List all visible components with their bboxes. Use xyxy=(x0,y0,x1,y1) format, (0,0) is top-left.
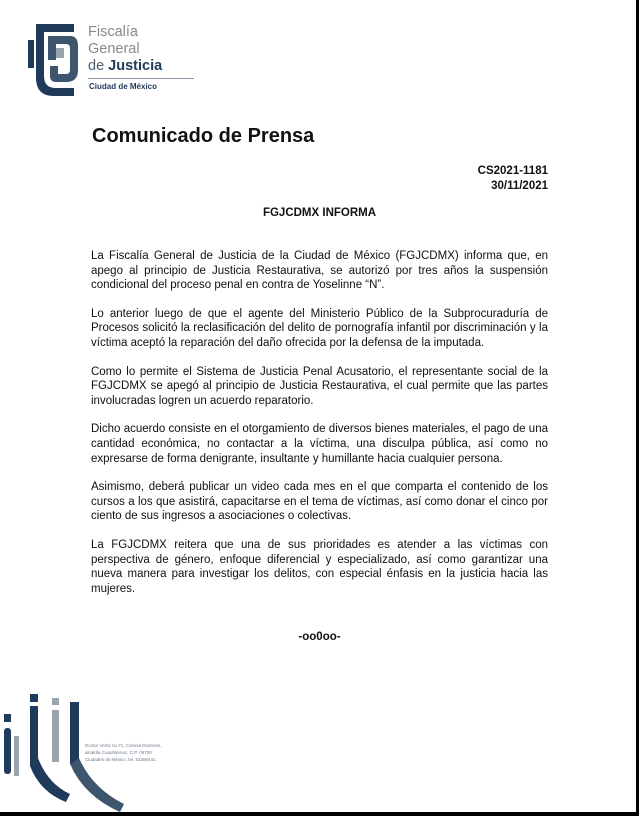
release-body xyxy=(91,249,548,610)
body-paragraph: Dicho acuerdo consiste en el otorgamiento de diversos bienes materiales, el pago de una cantidad económica, no contactar a la víctima, una disculpa pública, así como no expresarse de forma denigrante, insultante y humillante hacia cualquier persona. xyxy=(91,423,548,465)
fgj-emblem-icon xyxy=(26,20,84,96)
footer-address xyxy=(85,742,175,763)
body-paragraph: La Fiscalía General de Justicia de la Ciudad de México (FGJCDMX) informa que, en apego al principio de Justicia Restaurativa, se autorizó por tres años la suspensión condicional del proceso penal en contra de Yoselinne “N”. xyxy=(91,250,548,292)
logo-city: Ciudad de México xyxy=(89,82,158,91)
scan-edge-bottom xyxy=(0,812,639,816)
body-paragraph: Asimismo, deberá publicar un video cada mes en el que comparta el contenido de los cursos a los que asistirá, capacitarse en el tema de víctimas, así como donar el cinco por ciento de sus ingresos a asociaciones o colectivas. xyxy=(91,481,548,523)
logo-wordmark xyxy=(88,24,162,75)
body-paragraph: Como lo permite el Sistema de Justicia Penal Acusatorio, el representante social de la FGJCDMX se apegó al principio de Justicia Restaurativa, el cual permite que las partes involucradas logren un acuerdo reparatorio. xyxy=(91,365,548,407)
address-line: alcaldía Cuauhtémoc, C.P. 06720 xyxy=(85,750,152,755)
closing-mark: -oo0oo- xyxy=(298,631,341,643)
logo-divider xyxy=(88,78,194,79)
reference-code: CS2021-1181 xyxy=(477,165,548,177)
release-heading: FGJCDMX INFORMA xyxy=(262,207,377,219)
page-title: Comunicado de Prensa xyxy=(92,125,315,147)
reference-block xyxy=(478,164,548,193)
logo-line-fiscalia: Fiscalía xyxy=(88,24,138,40)
reference-date: 30/11/2021 xyxy=(491,179,548,192)
fgj-logo xyxy=(26,20,176,98)
address-line: Ciudades de México, tel. 53455441 xyxy=(85,757,156,762)
logo-line-justicia xyxy=(88,58,162,75)
body-paragraph: La FGJCDMX reitera que una de sus prioridades es atender a las víctimas con perspectiva de género, enfoque diferencial y especializado, así como garantizar una nueva manera para investigar los delitos, con especial énfasis en la justicia hacia las mujeres. xyxy=(91,538,548,595)
body-paragraph: Lo anterior luego de que el agente del Ministerio Público de la Subprocuraduría de Procesos solicitó la reclasificación del delito de pornografía infantil por discriminación y la víctima aceptó la reparación del daño ofrecida por la defensa de la imputada. xyxy=(91,307,548,349)
logo-line3-bold: Justicia xyxy=(108,58,163,74)
logo-line3-prefix: de xyxy=(88,58,109,74)
address-line: Doctor Vertiz no.71, Colonia Doctores, xyxy=(85,743,162,748)
logo-line-general: General xyxy=(88,41,140,57)
